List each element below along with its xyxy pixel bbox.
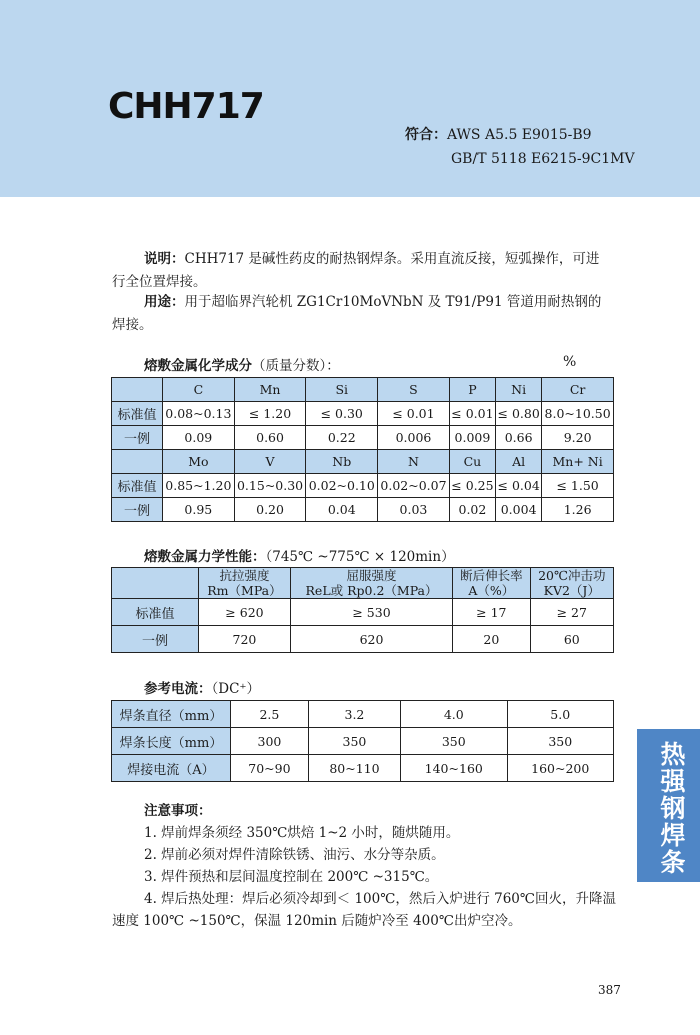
table-cell: 9.20 (542, 426, 614, 450)
table-cell: 1.26 (542, 498, 614, 522)
table-cell: 0.02 (449, 498, 495, 522)
table-cell: 70~90 (231, 755, 309, 782)
list-item: 2. 焊前必须对焊件清除铁锈、油污、水分等杂质。 (144, 847, 445, 863)
table-cell: 0.08~0.13 (163, 402, 235, 426)
table-cell: 8.0~10.50 (542, 402, 614, 426)
chem-unit: % (563, 354, 577, 370)
table-cell: 0.004 (496, 498, 542, 522)
table-row (112, 626, 614, 653)
row-label: 焊接电流（A） (112, 755, 231, 782)
table-cell: ≥ 27 (530, 599, 613, 626)
table-cell: 0.20 (234, 498, 306, 522)
notes-section (112, 800, 627, 932)
table-header-cell: C (163, 378, 235, 402)
table-cell: 5.0 (507, 701, 614, 728)
current-subtitle: （DC⁺） (211, 681, 261, 697)
table-row (112, 402, 614, 426)
table-cell (112, 378, 163, 402)
table-cell: ≤ 0.01 (378, 402, 450, 426)
table-cell: 0.66 (496, 426, 542, 450)
row-label: 一例 (112, 626, 199, 653)
table-cell: 0.95 (163, 498, 235, 522)
table-cell: 620 (290, 626, 452, 653)
table-row (112, 378, 614, 402)
current-section-title (144, 677, 260, 697)
table-cell: 140~160 (401, 755, 507, 782)
table-cell: 3.2 (308, 701, 400, 728)
chem-subtitle: （质量分数）： (252, 358, 340, 374)
table-cell: 0.02~0.07 (378, 474, 450, 498)
table-cell: ≤ 1.20 (234, 402, 306, 426)
table-cell: 2.5 (231, 701, 309, 728)
table-row (112, 450, 614, 474)
table-row (112, 599, 614, 626)
table-cell: 60 (530, 626, 613, 653)
table-cell: 20 (453, 626, 530, 653)
category-tab-label: 热强钢焊条 (657, 741, 686, 876)
description-paragraph (112, 248, 612, 294)
table-cell: 160~200 (507, 755, 614, 782)
table-cell: 0.02~0.10 (306, 474, 378, 498)
table-row (112, 701, 614, 728)
mech-title: 熔敷金属力学性能： (144, 549, 266, 565)
current-table (111, 700, 614, 782)
chem-section-title (144, 354, 340, 374)
table-header-cell: 屈服强度 ReL或 Rp0.2（MPa） (290, 568, 452, 599)
table-cell: 0.006 (378, 426, 450, 450)
table-cell: ≤ 0.25 (449, 474, 495, 498)
chem-table (111, 377, 614, 522)
table-header-cell: Al (496, 450, 542, 474)
table-cell: 0.09 (163, 426, 235, 450)
table-cell: 300 (231, 728, 309, 755)
row-label: 标准值 (112, 599, 199, 626)
table-header-cell: Cu (449, 450, 495, 474)
table-cell: ≤ 0.04 (496, 474, 542, 498)
description-label: 说明： (144, 251, 185, 267)
table-cell: 0.15~0.30 (234, 474, 306, 498)
table-cell: ≤ 0.80 (496, 402, 542, 426)
table-cell (112, 568, 199, 599)
page-number: 387 (598, 983, 621, 997)
table-row (112, 728, 614, 755)
table-row (112, 426, 614, 450)
conformance-block (405, 123, 635, 171)
table-cell: 0.03 (378, 498, 450, 522)
row-label: 焊条长度（mm） (112, 728, 231, 755)
row-label: 一例 (112, 426, 163, 450)
table-header-cell: Nb (306, 450, 378, 474)
table-header-cell: Si (306, 378, 378, 402)
table-cell: 350 (401, 728, 507, 755)
usage-text: 用于超临界汽轮机 ZG1Cr10MoVNbN 及 T91/P91 管道用耐热钢的焊接。 (112, 294, 602, 333)
table-cell: 0.22 (306, 426, 378, 450)
notes-title: 注意事项： (144, 803, 212, 819)
current-title: 参考电流： (144, 681, 212, 697)
chem-title: 熔敷金属化学成分 (144, 358, 252, 374)
table-cell: ≤ 0.30 (306, 402, 378, 426)
table-cell: ≥ 530 (290, 599, 452, 626)
table-cell: 350 (308, 728, 400, 755)
table-header-cell: Mn (234, 378, 306, 402)
table-row (112, 474, 614, 498)
list-item: 4. 焊后热处理：焊后必须冷却到＜ 100℃，然后入炉进行 760℃回火，升降温速度 100℃ ~150℃，保温 120min 后随炉冷至 400℃出炉空冷。 (112, 891, 616, 929)
table-header-cell: 抗拉强度 Rm（MPa） (199, 568, 291, 599)
mech-section-title (144, 545, 455, 565)
table-header-cell: 20℃冲击功 KV2（J） (530, 568, 613, 599)
usage-paragraph (112, 291, 612, 337)
conform-line-1: AWS A5.5 E9015-B9 (447, 127, 592, 143)
description-text: CHH717 是碱性药皮的耐热钢焊条。采用直流反接，短弧操作，可进行全位置焊接。 (112, 251, 600, 290)
mech-table (111, 567, 614, 653)
usage-label: 用途： (144, 294, 185, 310)
table-cell: 0.60 (234, 426, 306, 450)
table-cell: 0.04 (306, 498, 378, 522)
product-title: CHH717 (108, 86, 264, 127)
table-header-cell: Mn+ Ni (542, 450, 614, 474)
table-header-cell: S (378, 378, 450, 402)
conform-label: 符合： (405, 127, 447, 143)
row-label: 标准值 (112, 402, 163, 426)
table-header-cell: V (234, 450, 306, 474)
table-header-cell: Cr (542, 378, 614, 402)
table-cell: 80~110 (308, 755, 400, 782)
table-cell: ≥ 620 (199, 599, 291, 626)
table-cell: ≤ 0.01 (449, 402, 495, 426)
table-header-cell: Ni (496, 378, 542, 402)
table-row (112, 568, 614, 599)
table-cell: 4.0 (401, 701, 507, 728)
table-cell: 720 (199, 626, 291, 653)
row-label: 标准值 (112, 474, 163, 498)
table-row (112, 755, 614, 782)
list-item: 1. 焊前焊条须经 350℃烘焙 1~2 小时，随烘随用。 (144, 825, 460, 841)
header-band (0, 0, 700, 197)
mech-subtitle: （745℃ ~775℃ × 120min） (265, 549, 455, 565)
row-label: 焊条直径（mm） (112, 701, 231, 728)
table-cell: ≤ 1.50 (542, 474, 614, 498)
conform-line-2: GB/T 5118 E6215-9C1MV (451, 151, 635, 167)
table-cell: 0.009 (449, 426, 495, 450)
table-cell: 350 (507, 728, 614, 755)
table-row (112, 498, 614, 522)
table-header-cell: P (449, 378, 495, 402)
table-cell: ≥ 17 (453, 599, 530, 626)
table-cell (112, 450, 163, 474)
table-header-cell: Mo (163, 450, 235, 474)
row-label: 一例 (112, 498, 163, 522)
list-item: 3. 焊件预热和层间温度控制在 200℃ ~315℃。 (144, 869, 439, 885)
table-header-cell: 断后伸长率 A（%） (453, 568, 530, 599)
table-header-cell: N (378, 450, 450, 474)
table-cell: 0.85~1.20 (163, 474, 235, 498)
category-tab (637, 729, 700, 882)
